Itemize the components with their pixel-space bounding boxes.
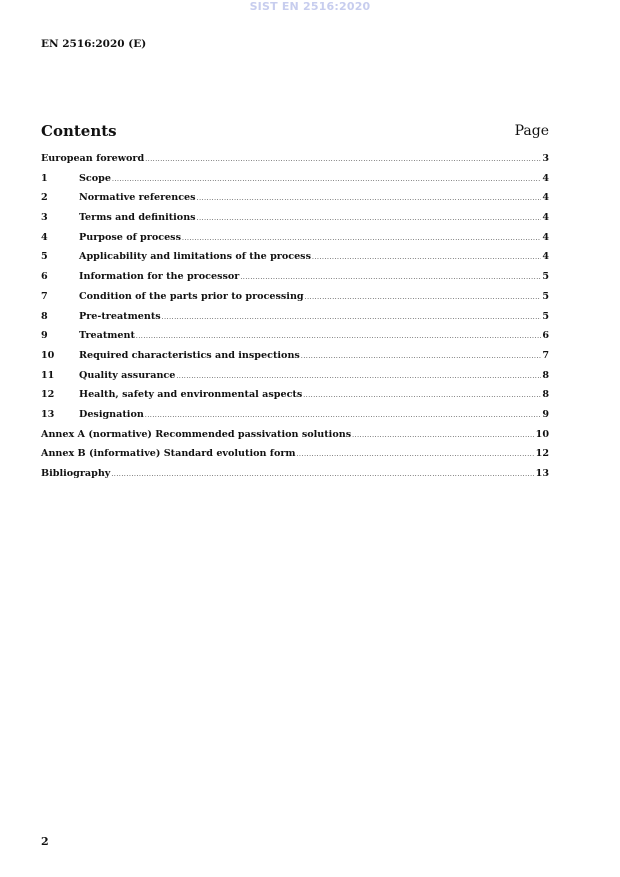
toc-entry-label: Normative references <box>79 192 196 204</box>
toc-entry[interactable] <box>41 271 549 291</box>
watermark: SIST EN 2516:2020 <box>249 0 371 13</box>
toc-entry-number: 5 <box>41 251 48 263</box>
toc-entry[interactable] <box>41 311 549 331</box>
toc-dot-leader <box>297 451 535 458</box>
toc-dot-leader <box>301 353 541 360</box>
toc-entry-page: 5 <box>542 271 549 283</box>
toc-entry-label: Treatment <box>79 330 135 342</box>
toc-entry[interactable] <box>41 409 549 429</box>
toc-entry-page: 13 <box>535 468 549 479</box>
toc-title: Contents <box>41 122 117 140</box>
toc-entry-label: Applicability and limitations of the process <box>79 251 311 263</box>
toc-dot-leader <box>111 471 534 478</box>
toc-dot-leader <box>197 195 542 202</box>
toc-entry-number: 1 <box>41 172 48 184</box>
toc-entry-number: 8 <box>41 310 48 322</box>
toc-entry[interactable] <box>41 232 549 252</box>
toc-entry-label: Quality assurance <box>79 369 176 381</box>
toc-dot-leader <box>162 314 542 321</box>
toc-entry-number: 3 <box>41 212 48 224</box>
toc-entry-number: 4 <box>41 231 48 243</box>
toc-entry-page: 4 <box>542 192 549 204</box>
toc-entry[interactable] <box>41 251 549 271</box>
toc-entry-page: 5 <box>542 290 549 302</box>
toc-dot-leader <box>303 392 541 399</box>
toc-entry[interactable] <box>41 389 549 409</box>
toc-dot-leader <box>112 176 541 183</box>
toc-entry-page: 12 <box>535 448 549 460</box>
toc-dot-leader <box>145 156 541 163</box>
toc-dot-leader <box>312 254 541 261</box>
toc-entry[interactable] <box>41 350 549 370</box>
toc-entry-label: Required characteristics and inspections <box>79 349 300 361</box>
toc-entry-page: 3 <box>542 153 549 164</box>
toc-entry-page: 9 <box>542 408 549 420</box>
toc-entry-label: Annex B (informative) Standard evolution form <box>41 448 296 460</box>
toc-entry-number: 6 <box>41 271 48 283</box>
toc-header <box>41 122 549 142</box>
table-of-contents <box>41 153 549 488</box>
toc-entry-label: Scope <box>79 172 111 184</box>
toc-entry-page: 8 <box>542 369 549 381</box>
toc-entry[interactable] <box>41 192 549 212</box>
toc-entry-number: 9 <box>41 330 48 342</box>
toc-entry-page: 6 <box>542 330 549 342</box>
toc-entry[interactable] <box>41 330 549 350</box>
toc-entry-page: 8 <box>542 389 549 401</box>
toc-entry-label: Bibliography <box>41 468 111 479</box>
toc-entry-page: 7 <box>542 349 549 361</box>
toc-entry[interactable] <box>41 448 549 468</box>
toc-dot-leader <box>176 373 541 380</box>
toc-entry[interactable] <box>41 468 549 488</box>
toc-entry-label: Pre-treatments <box>79 310 161 322</box>
toc-entry-page: 10 <box>535 428 549 440</box>
toc-entry[interactable] <box>41 370 549 390</box>
toc-dot-leader <box>197 215 542 222</box>
toc-entry-label: Condition of the parts prior to processing <box>79 290 304 302</box>
toc-entry-page: 5 <box>542 310 549 322</box>
toc-entry-label: Health, safety and environmental aspects <box>79 389 303 401</box>
toc-entry-label: Terms and definitions <box>79 212 196 224</box>
toc-dot-leader <box>182 235 541 242</box>
toc-entry[interactable] <box>41 291 549 311</box>
toc-dot-leader <box>352 432 535 439</box>
toc-entry-page: 4 <box>542 172 549 184</box>
toc-entry[interactable] <box>41 153 549 173</box>
toc-entry-number: 12 <box>41 389 55 401</box>
toc-entry-label: Annex A (normative) Recommended passivation solutions <box>41 428 352 440</box>
toc-dot-leader <box>136 333 541 340</box>
toc-entry-page: 4 <box>542 251 549 263</box>
toc-entry-label: Information for the processor <box>79 271 240 283</box>
toc-entry-number: 2 <box>41 192 48 204</box>
toc-entry[interactable] <box>41 429 549 449</box>
toc-entry-label: Designation <box>79 408 144 420</box>
toc-entry-number: 13 <box>41 408 55 420</box>
toc-entry-number: 7 <box>41 290 48 302</box>
toc-entry-label: European foreword <box>41 153 145 164</box>
toc-entry[interactable] <box>41 212 549 232</box>
document-id: EN 2516:2020 (E) <box>41 38 147 50</box>
toc-entry[interactable] <box>41 173 549 193</box>
toc-entry-label: Purpose of process <box>79 231 181 243</box>
toc-dot-leader <box>240 274 541 281</box>
toc-entry-page: 4 <box>542 212 549 224</box>
toc-dot-leader <box>305 294 542 301</box>
toc-entry-page: 4 <box>542 231 549 243</box>
toc-entry-number: 11 <box>41 369 55 381</box>
page-number: 2 <box>41 835 49 848</box>
toc-page-label: Page <box>514 123 549 139</box>
toc-dot-leader <box>145 412 541 419</box>
toc-entry-number: 10 <box>41 349 55 361</box>
